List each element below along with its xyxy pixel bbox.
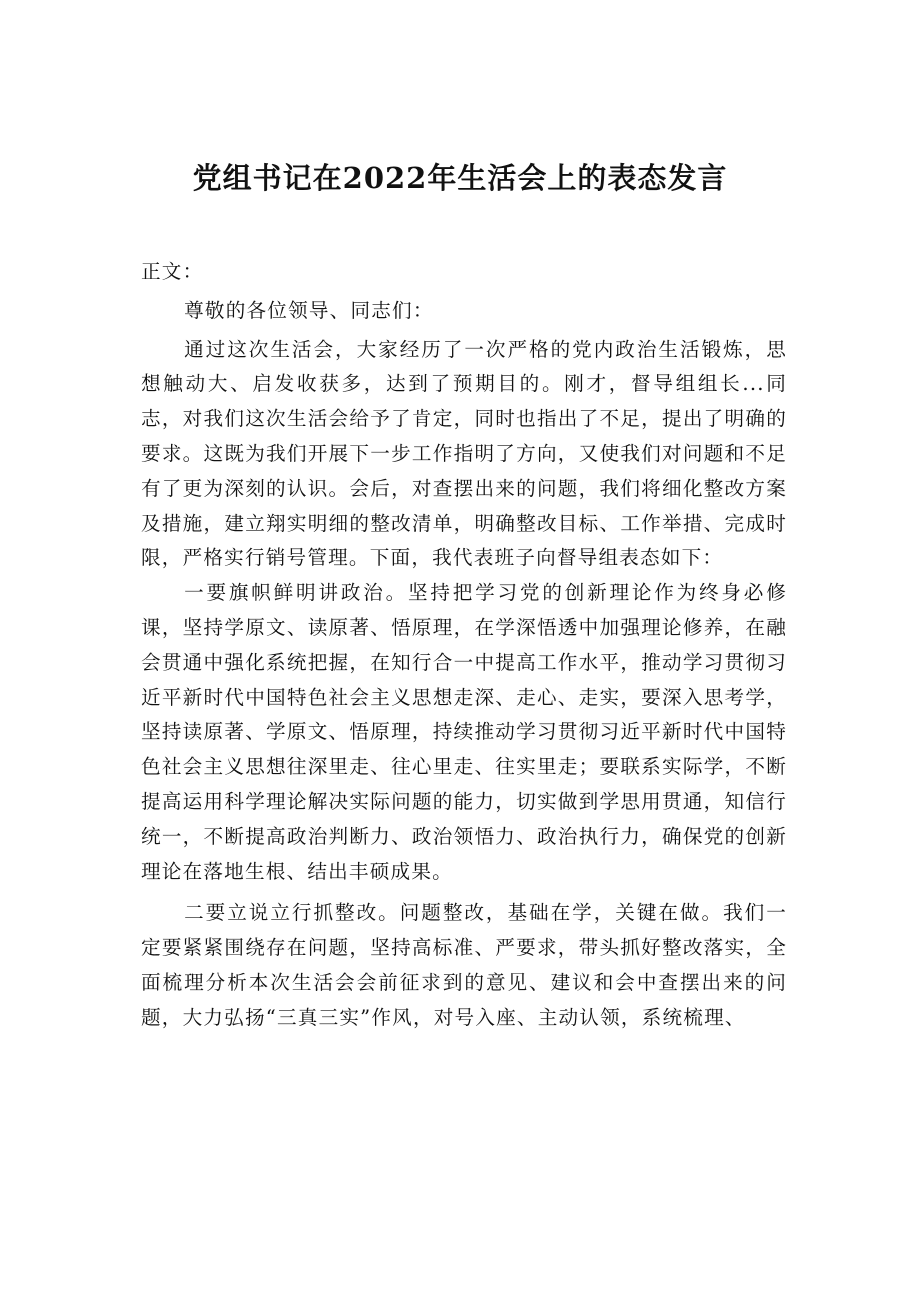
paragraph-politics: 一要旗帜鲜明讲政治。坚持把学习党的创新理论作为终身必修课，坚持学原文、读原著、悟原理，在学深悟透中加强理论修养，在融会贯通中强化系统把握，在知行合一中提高工作水平，推动学习贯彻习近平新时代中国特色社会主义思想走深、走心、走实，要深入思考学，坚持读原著、学原文、悟原理，持续推动学习贯彻习近平新时代中国特色社会主义思想往深里走、往心里走、往实里走；要联系实际学，不断提高运用科学理论解决实际问题的能力，切实做到学思用贯通，知信行统一，不断提高政治判断力、政治领悟力、政治执行力，确保党的创新理论在落地生根、结出丰硕成果。 bbox=[141, 581, 787, 883]
salutation: 尊敬的各位领导、同志们： bbox=[184, 298, 434, 322]
document-title: 党组书记在2022年生活会上的表态发言 bbox=[192, 161, 728, 195]
paragraph-rectification: 二要立说立行抓整改。问题整改，基础在学，关键在做。我们一定要紧紧围绕存在问题，坚持高标准、严要求，带头抓好整改落实，全面梳理分析本次生活会会前征求到的意见、建议和会中查摆出来的问题，大力弘扬“三真三实”作风，对号入座、主动认领，系统梳理、 bbox=[141, 901, 787, 1029]
document-body bbox=[141, 255, 787, 1036]
paragraph-opening: 通过这次生活会，大家经历了一次严格的党内政治生活锻炼，思想触动大、启发收获多，达到了预期目的。刚才，督导组组长...同志，对我们这次生活会给予了肯定，同时也指出了不足，提出了明确的要求。这既为我们开展下一步工作指明了方向，又使我们对问题和不足有了更为深刻的认识。会后，对查摆出来的问题，我们将细化整改方案及措施，建立翔实明细的整改清单，明确整改目标、工作举措、完成时限，严格实行销号管理。下面，我代表班子向督导组表态如下： bbox=[141, 337, 787, 570]
body-label: 正文： bbox=[141, 260, 204, 283]
